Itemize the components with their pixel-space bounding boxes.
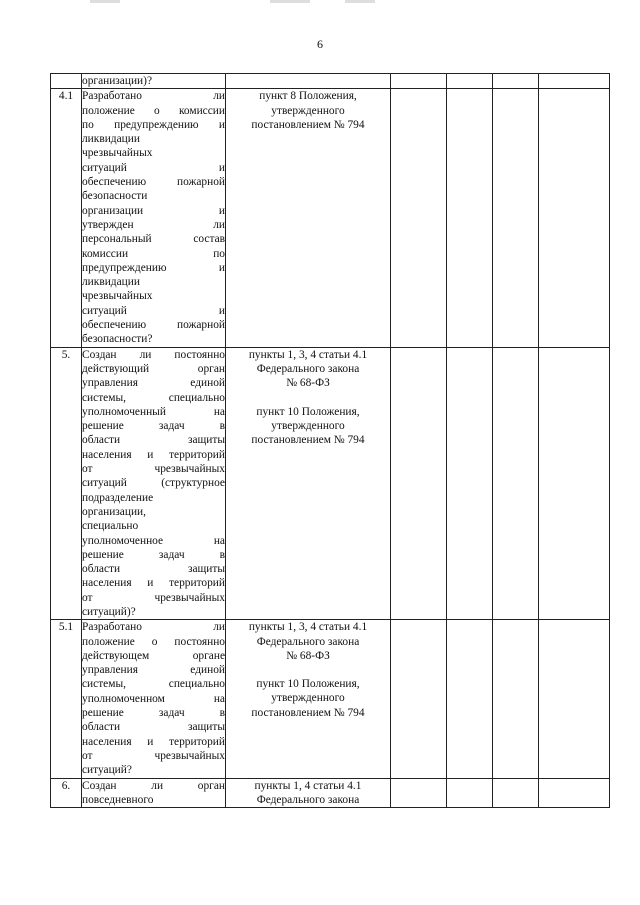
question-line: уполномоченный на — [82, 405, 225, 418]
question-line: чрезвычайных — [82, 290, 153, 303]
item-number: 4.1 — [51, 89, 82, 347]
question-line: ситуаций)? — [82, 605, 136, 618]
question-line: области защиты — [82, 563, 225, 576]
reference-line: пункты 1, 4 статьи 4.1 — [254, 779, 362, 792]
question-line: предупреждению и — [82, 261, 225, 274]
answer-cell — [539, 89, 610, 347]
question-line: безопасности? — [82, 333, 153, 346]
table-row — [51, 778, 610, 808]
question-line: области защиты — [82, 434, 225, 447]
reference-gap — [226, 663, 390, 677]
question-line: организации, — [82, 505, 146, 518]
reference-cell — [226, 89, 391, 347]
table-row — [51, 620, 610, 778]
question-line: области защиты — [82, 721, 225, 734]
question-cell — [82, 74, 226, 89]
reference-line: пункты 1, 3, 4 статьи 4.1 — [248, 348, 368, 361]
question-line: уполномоченном на — [82, 692, 225, 705]
question-line: системы, специально — [82, 391, 225, 404]
answer-cell — [447, 778, 493, 808]
reference-gap — [226, 391, 390, 405]
answer-cell — [447, 347, 493, 620]
answer-cell — [539, 620, 610, 778]
table-row — [51, 74, 610, 89]
question-line: положение о комиссии — [82, 104, 225, 117]
question-line: системы, специально — [82, 678, 225, 691]
reference-line: Федерального закона — [256, 362, 360, 375]
question-line: ликвидации — [82, 133, 140, 146]
scan-artifact — [90, 0, 120, 3]
question-line: утвержден ли — [82, 218, 225, 231]
question-line: обеспечению пожарной — [82, 176, 225, 189]
question-line: подразделение — [82, 491, 154, 504]
reference-cell — [226, 778, 391, 808]
question-line: ситуаций (структурное — [82, 477, 225, 490]
answer-cell — [391, 620, 447, 778]
question-line: решение задач в — [82, 420, 225, 433]
question-line: Разработано ли — [82, 621, 225, 634]
table-row — [51, 89, 610, 347]
reference-line: Федерального закона — [256, 793, 360, 806]
item-number: 6. — [51, 778, 82, 808]
item-number: 5. — [51, 347, 82, 620]
question-line: населения и территорий — [82, 735, 225, 748]
reference-line: утвержденного — [271, 692, 345, 705]
item-number: 5.1 — [51, 620, 82, 778]
reference-line: пункт 10 Положения, — [256, 678, 360, 691]
question-line: положение о постоянно — [82, 635, 225, 648]
checklist-table — [50, 73, 610, 808]
question-cell — [82, 347, 226, 620]
question-line: ситуаций и — [82, 161, 225, 174]
question-line: персональный состав — [82, 233, 225, 246]
question-line: Создан ли орган — [82, 779, 225, 792]
reference-line: утвержденного — [271, 419, 345, 432]
answer-cell — [493, 620, 539, 778]
question-line: повседневного — [82, 793, 154, 806]
table-body — [51, 74, 610, 808]
item-number — [51, 74, 82, 89]
question-line: от чрезвычайных — [82, 749, 225, 762]
question-line: действующий орган — [82, 362, 225, 375]
reference-line: пункт 10 Положения, — [256, 405, 360, 418]
answer-cell — [447, 89, 493, 347]
answer-cell — [539, 778, 610, 808]
reference-line: постановлением № 794 — [251, 434, 365, 447]
reference-cell — [226, 74, 391, 89]
reference-line: постановлением № 794 — [251, 118, 365, 131]
question-cell — [82, 89, 226, 347]
reference-line: утвержденного — [271, 104, 345, 117]
answer-cell — [493, 74, 539, 89]
answer-cell — [539, 74, 610, 89]
question-line: населения и территорий — [82, 448, 225, 461]
reference-line: пункты 1, 3, 4 статьи 4.1 — [248, 621, 368, 634]
answer-cell — [447, 74, 493, 89]
reference-line: № 68-ФЗ — [286, 377, 330, 390]
answer-cell — [391, 347, 447, 620]
answer-cell — [539, 347, 610, 620]
question-line: уполномоченное на — [82, 534, 225, 547]
question-cell — [82, 778, 226, 808]
answer-cell — [493, 778, 539, 808]
reference-line: Федерального закона — [256, 635, 360, 648]
question-line: ликвидации — [82, 276, 140, 289]
answer-cell — [447, 620, 493, 778]
reference-line: № 68-ФЗ — [286, 649, 330, 662]
question-cell — [82, 620, 226, 778]
scan-artifact — [345, 0, 375, 3]
scan-artifact — [270, 0, 310, 3]
answer-cell — [391, 89, 447, 347]
question-line: ситуаций и — [82, 304, 225, 317]
question-line: от чрезвычайных — [82, 463, 225, 476]
question-line: ситуаций? — [82, 764, 132, 777]
question-line: действующем органе — [82, 649, 225, 662]
table-row — [51, 347, 610, 620]
answer-cell — [493, 347, 539, 620]
reference-cell — [226, 347, 391, 620]
question-line: от чрезвычайных — [82, 591, 225, 604]
question-line: управления единой — [82, 377, 225, 390]
page-number: 6 — [317, 37, 323, 51]
reference-line: постановлением № 794 — [251, 706, 365, 719]
question-line: безопасности — [82, 190, 148, 203]
answer-cell — [391, 778, 447, 808]
question-line: решение задач в — [82, 707, 225, 720]
question-line: населения и территорий — [82, 577, 225, 590]
answer-cell — [493, 89, 539, 347]
question-line: организации)? — [82, 75, 153, 87]
answer-cell — [391, 74, 447, 89]
question-line: организации и — [82, 204, 225, 217]
question-line: по предупреждению и — [82, 118, 225, 131]
question-line: управления единой — [82, 664, 225, 677]
question-line: чрезвычайных — [82, 147, 153, 160]
reference-line: пункт 8 Положения, — [259, 90, 357, 103]
reference-cell — [226, 620, 391, 778]
question-line: комиссии по — [82, 247, 225, 260]
question-line: специально — [82, 520, 139, 533]
question-line: Разработано ли — [82, 90, 225, 103]
question-line: решение задач в — [82, 548, 225, 561]
question-line: обеспечению пожарной — [82, 319, 225, 332]
question-line: Создан ли постоянно — [82, 348, 225, 361]
